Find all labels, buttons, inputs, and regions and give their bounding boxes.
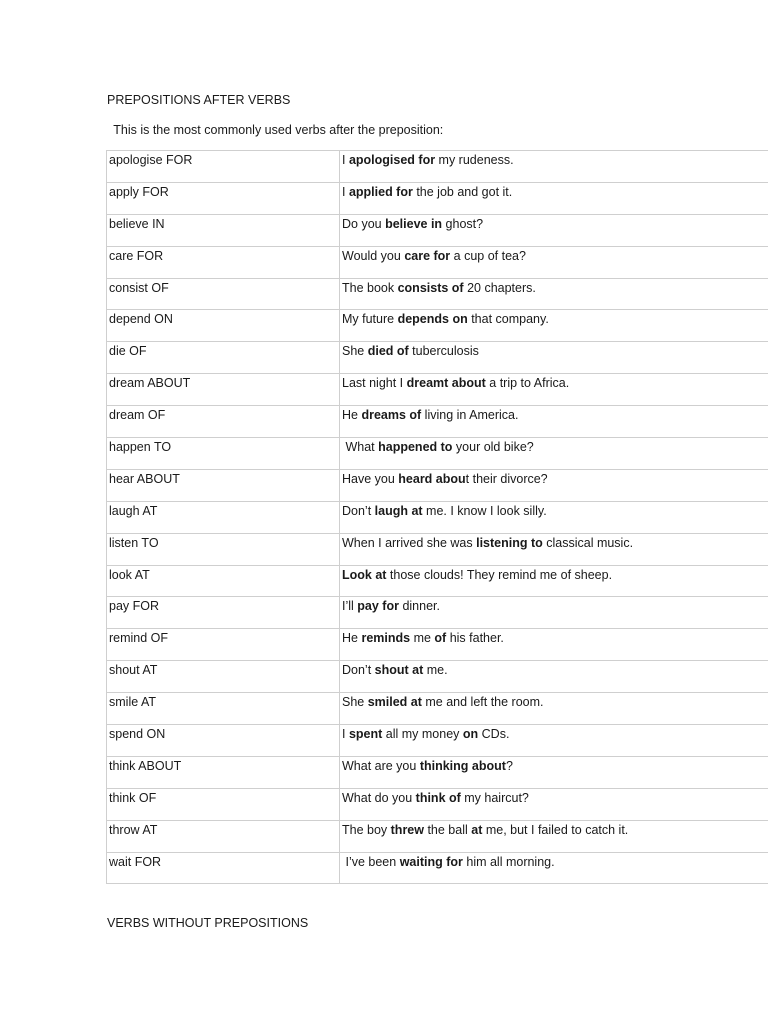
example-cell [340, 565, 768, 597]
verb-cell: think ABOUT [107, 756, 340, 788]
example-text: me [410, 631, 435, 646]
table-row [107, 278, 768, 310]
example-text: your old bike? [452, 440, 534, 455]
table-row [107, 852, 768, 884]
section-title-verbs-without-prepositions: VERBS WITHOUT PREPOSITIONS [107, 916, 309, 930]
example-text: Do you [342, 216, 386, 231]
table-row [107, 533, 768, 565]
example-text: What [342, 440, 379, 455]
example-cell [340, 788, 768, 820]
example-emphasis: listening to [476, 535, 543, 550]
example-cell [340, 501, 768, 533]
example-text: I’ve been [342, 854, 400, 869]
example-emphasis: consists of [397, 280, 464, 295]
example-cell [340, 406, 768, 438]
verb-cell: apply FOR [107, 182, 340, 214]
example-text: 20 chapters. [463, 280, 536, 295]
table-row [107, 374, 768, 406]
example-text: those clouds! They remind me of sheep. [386, 567, 613, 582]
table-row [107, 756, 768, 788]
example-text: He [342, 408, 362, 423]
verb-cell: shout AT [107, 661, 340, 693]
example-emphasis: Look at [342, 567, 387, 582]
verb-cell: hear ABOUT [107, 469, 340, 501]
verb-cell: depend ON [107, 310, 340, 342]
table-row [107, 565, 768, 597]
example-text: living in America. [421, 408, 519, 423]
example-text: me. [423, 663, 448, 678]
table-row [107, 597, 768, 629]
example-text: The boy [342, 822, 391, 837]
example-text: Last night I [342, 376, 407, 391]
table-row [107, 469, 768, 501]
example-emphasis: died of [367, 344, 409, 359]
verb-cell: believe IN [107, 214, 340, 246]
example-text: ghost? [442, 216, 484, 231]
verb-cell: listen TO [107, 533, 340, 565]
verbs-table-body [107, 151, 768, 884]
verbs-table [106, 150, 768, 884]
example-emphasis: thinking about [419, 758, 506, 773]
example-text: Would you [342, 248, 405, 263]
example-cell [340, 246, 768, 278]
example-text: my rudeness. [435, 153, 514, 167]
table-row [107, 501, 768, 533]
example-cell [340, 214, 768, 246]
verb-cell: dream ABOUT [107, 374, 340, 406]
example-text: classical music. [542, 535, 634, 550]
example-text: the ball [423, 822, 472, 837]
example-text: a cup of tea? [450, 248, 526, 263]
example-emphasis: heard abou [398, 471, 466, 486]
page-title: PREPOSITIONS AFTER VERBS [107, 93, 291, 107]
example-text: The book [342, 280, 398, 295]
example-emphasis: dreams of [361, 408, 422, 423]
example-text: dinner. [398, 599, 440, 614]
example-emphasis: happened to [378, 440, 453, 455]
example-text: When I arrived she was [342, 535, 477, 550]
example-text: He [342, 631, 362, 646]
example-emphasis: reminds [361, 631, 411, 646]
example-cell [340, 725, 768, 757]
example-cell [340, 151, 768, 183]
example-emphasis: shout at [374, 663, 424, 678]
verb-cell: happen TO [107, 438, 340, 470]
table-row [107, 406, 768, 438]
verb-cell: dream OF [107, 406, 340, 438]
example-emphasis: of [434, 631, 447, 646]
example-text: t their divorce? [465, 471, 548, 486]
example-cell [340, 533, 768, 565]
example-text: I [342, 727, 349, 742]
example-emphasis: spent [348, 727, 383, 742]
verb-cell: die OF [107, 342, 340, 374]
example-text: the job and got it. [412, 184, 513, 199]
example-cell [340, 820, 768, 852]
example-emphasis: laugh at [374, 503, 423, 518]
table-row [107, 693, 768, 725]
example-text: She [342, 695, 368, 710]
verb-cell: care FOR [107, 246, 340, 278]
verb-cell: consist OF [107, 278, 340, 310]
example-text: his father. [446, 631, 504, 646]
example-text: I’ll [342, 599, 358, 614]
example-emphasis: think of [415, 790, 461, 805]
example-cell [340, 469, 768, 501]
table-row [107, 661, 768, 693]
table-row [107, 725, 768, 757]
table-row [107, 310, 768, 342]
example-emphasis: on [462, 727, 479, 742]
verb-cell: look AT [107, 565, 340, 597]
example-emphasis: apologised for [348, 153, 436, 167]
example-text: me, but I failed to catch it. [482, 822, 629, 837]
example-cell [340, 629, 768, 661]
example-text: me and left the room. [421, 695, 544, 710]
example-cell [340, 438, 768, 470]
verb-cell: smile AT [107, 693, 340, 725]
example-text: What are you [342, 758, 420, 773]
example-text: She [342, 344, 368, 359]
table-row [107, 246, 768, 278]
example-text: I [342, 153, 349, 167]
table-row [107, 629, 768, 661]
example-text: My future [342, 312, 398, 327]
example-text: Don’t [342, 503, 375, 518]
example-cell [340, 342, 768, 374]
example-emphasis: care for [404, 248, 451, 263]
example-cell [340, 756, 768, 788]
example-text: my haircut? [460, 790, 529, 805]
verbs-table-container [106, 150, 768, 884]
example-text: him all morning. [462, 854, 555, 869]
example-emphasis: believe in [385, 216, 443, 231]
example-cell [340, 597, 768, 629]
verb-cell: think OF [107, 788, 340, 820]
table-row [107, 151, 768, 183]
example-emphasis: depends on [397, 312, 468, 327]
example-text: What do you [342, 790, 416, 805]
verb-cell: throw AT [107, 820, 340, 852]
example-text: Have you [342, 471, 399, 486]
verb-cell: wait FOR [107, 852, 340, 884]
example-emphasis: dreamt about [406, 376, 486, 391]
example-emphasis: waiting for [399, 854, 463, 869]
verb-cell: spend ON [107, 725, 340, 757]
verb-cell: apologise FOR [107, 151, 340, 183]
example-emphasis: applied for [348, 184, 413, 199]
table-row [107, 342, 768, 374]
intro-text: This is the most commonly used verbs after the preposition: [110, 123, 444, 137]
example-emphasis: pay for [357, 599, 399, 614]
example-cell [340, 852, 768, 884]
table-row [107, 788, 768, 820]
table-row [107, 820, 768, 852]
example-cell [340, 182, 768, 214]
table-row [107, 438, 768, 470]
table-row [107, 182, 768, 214]
example-cell [340, 661, 768, 693]
example-emphasis: threw [390, 822, 424, 837]
verb-cell: pay FOR [107, 597, 340, 629]
example-text: CDs. [478, 727, 510, 742]
example-cell [340, 278, 768, 310]
example-emphasis: smiled at [367, 695, 422, 710]
example-cell [340, 693, 768, 725]
example-emphasis: at [471, 822, 483, 837]
table-row [107, 214, 768, 246]
example-text: I [342, 184, 349, 199]
example-cell [340, 374, 768, 406]
example-text: me. I know I look silly. [422, 503, 547, 518]
verb-cell: laugh AT [107, 501, 340, 533]
verb-cell: remind OF [107, 629, 340, 661]
example-text: Don’t [342, 663, 375, 678]
example-text: ? [505, 758, 513, 773]
example-text: a trip to Africa. [485, 376, 570, 391]
example-cell [340, 310, 768, 342]
example-text: all my money [382, 727, 463, 742]
example-text: tuberculosis [408, 344, 479, 359]
example-text: that company. [467, 312, 549, 327]
